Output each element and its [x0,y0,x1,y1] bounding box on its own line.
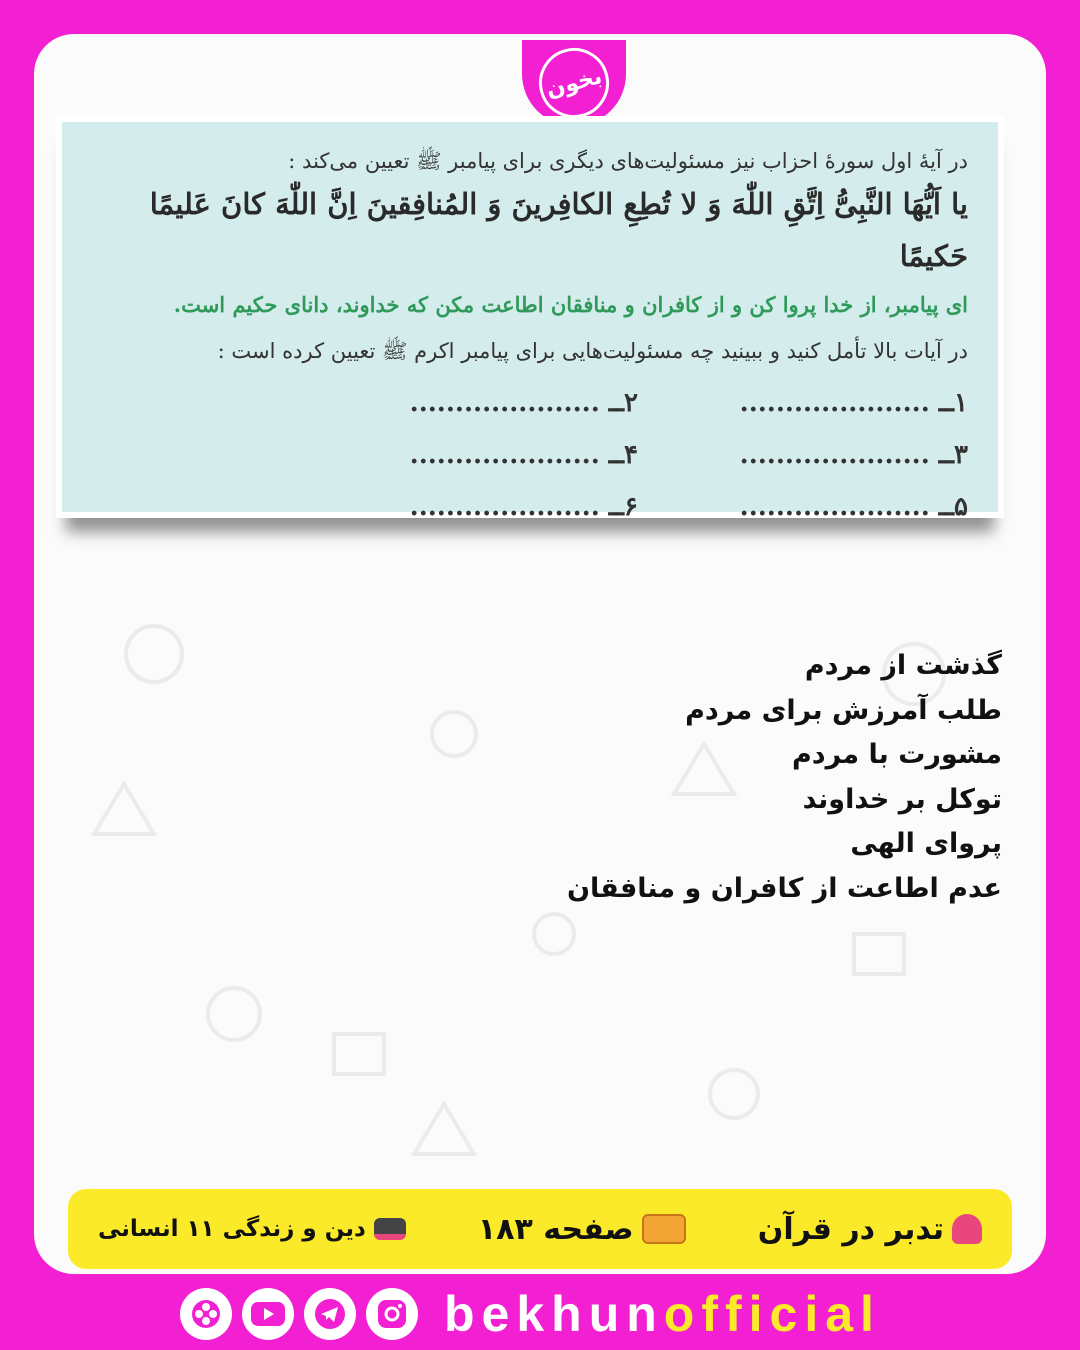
answer-item: پروای الهی [850,828,1002,859]
answer-item: مشورت با مردم [791,739,1002,770]
teacher-icon [952,1214,982,1244]
brand-handle-part1: bekhun [444,1286,664,1342]
textbook-excerpt [56,116,1004,522]
blank-4: ۴ــ ..................... [409,440,638,470]
brand-handle [444,1284,881,1344]
footer-bar [68,1189,1012,1269]
excerpt-intro: در آیهٔ اول سورهٔ احزاب نیز مسئولیت‌های دیگری برای پیامبر ﷺ تعیین می‌کند : [288,149,968,173]
blank-5: ۵ــ ..................... [739,492,968,522]
answer-item: طلب آمرزش برای مردم [685,694,1002,726]
blank-6: ۶ــ ..................... [409,492,638,522]
verse-translation: ای پیامبر، از خدا پروا کن و از کافران و منافقان اطاعت مکن که خداوند، دانای حکیم است. [173,292,968,317]
blank-3: ۳ــ ..................... [739,440,968,470]
blank-2: ۲ــ ..................... [409,388,638,418]
footer-page [478,1212,686,1247]
footer-book-label: دین و زندگی ۱۱ انسانی [98,1216,366,1242]
footer-section [758,1212,982,1247]
blank-1: ۱ــ ..................... [739,388,968,418]
open-book-icon [642,1214,686,1244]
quran-verse: یا اَیُّهَا النَّبِیُّ اِتَّقِ اللّٰهَ وَ لا تُطِعِ الکافِرینَ وَ المُنافِقینَ اِنَّ اللّٰهَ کانَ عَلیمًا حَکیمًا [149,187,968,273]
answer-list [567,644,1002,911]
answer-item: گذشت از مردم [804,650,1002,681]
telegram-icon[interactable] [304,1288,356,1340]
brand-handle-part2: official [663,1286,881,1342]
footer-page-label: صفحه ۱۸۳ [477,1211,634,1247]
footer-section-label: تدبر در قرآن [757,1211,944,1247]
aparat-icon[interactable] [180,1288,232,1340]
exercise-prompt: در آیات بالا تأمل کنید و ببینید چه مسئولیت‌هایی برای پیامبر اکرم ﷺ تعیین کرده است : [217,339,968,363]
social-brand-bar [180,1284,900,1344]
instagram-icon[interactable] [366,1288,418,1340]
answer-blanks [308,382,968,528]
answer-item: توکل بر خداوند [802,783,1002,815]
footer-book [98,1216,406,1242]
answer-item: عدم اطاعت از کافران و منافقان [566,872,1002,904]
graduation-cap-icon [374,1218,406,1240]
youtube-icon[interactable] [242,1288,294,1340]
logo-mark: بخون [531,40,617,126]
